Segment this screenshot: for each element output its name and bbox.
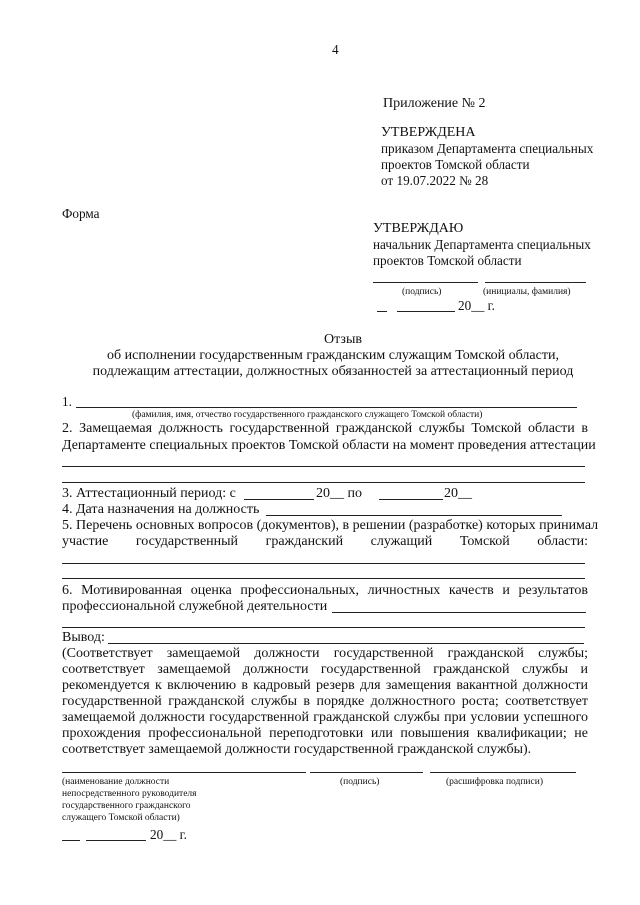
page-number: 4 — [332, 42, 339, 57]
manager-decoding-line[interactable] — [430, 772, 576, 773]
approve-date-year: 20__ г. — [458, 298, 495, 313]
position-field-line2[interactable] — [62, 482, 585, 483]
conclusion-line3: рекомендуется к включению в кадровый резерв для замещения вакантной должности — [62, 678, 588, 693]
conclusion-field[interactable] — [108, 643, 584, 644]
fullname-field[interactable] — [76, 407, 577, 408]
approved-title: УТВЕРЖДЕНА — [381, 125, 476, 140]
item2-line2: Департаменте специальных проектов Томской области на момент проведения аттестации — [62, 438, 596, 453]
item3-end: 20__ — [444, 486, 472, 501]
conclusion-label: Вывод: — [62, 630, 105, 645]
issues-field-line1[interactable] — [62, 563, 585, 564]
item6-line2: профессиональной служебной деятельности — [62, 599, 328, 614]
fullname-caption: (фамилия, имя, отчество государственного гражданского служащего Томской области) — [132, 410, 483, 420]
period-start-field[interactable] — [244, 499, 314, 500]
initials-line[interactable] — [485, 282, 586, 283]
approved-line2: проектов Томской области — [381, 157, 530, 172]
item5-line2: участие государственный гражданский служащий Томской области: — [62, 534, 588, 549]
footer-signature-caption: (подпись) — [340, 777, 380, 787]
signature-caption: (подпись) — [402, 287, 442, 297]
approved-line3: от 19.07.2022 № 28 — [381, 173, 489, 188]
item1-number: 1. — [62, 394, 72, 409]
footer-decoding-caption: (расшифровка подписи) — [446, 777, 543, 787]
position-caption-line1: (наименование должности — [62, 777, 170, 787]
appendix-label: Приложение № 2 — [383, 96, 486, 111]
footer-date-year: 20__ г. — [150, 827, 187, 842]
footer-date-month-line[interactable] — [86, 840, 146, 841]
item2-line1: 2. Замещаемая должность государственной гражданской службы Томской области в — [62, 421, 588, 436]
appointment-date-field[interactable] — [266, 515, 562, 516]
item5-line1: 5. Перечень основных вопросов (документов), в решении (разработке) которых принимал — [62, 518, 599, 533]
conclusion-line7: соответствует замещаемой должности государственной гражданской службы). — [62, 742, 532, 757]
approve-line1: начальник Департамента специальных — [373, 237, 591, 252]
date-month-line[interactable] — [397, 311, 455, 312]
conclusion-line1: (Соответствует замещаемой должности государственной гражданской службы; — [62, 646, 588, 661]
evaluation-field-inline[interactable] — [332, 612, 586, 613]
review-subtitle-line2: подлежащим аттестации, должностных обязанностей за аттестационный период — [92, 364, 574, 379]
review-title: Отзыв — [324, 332, 362, 347]
item6-line1: 6. Мотивированная оценка профессиональных, личностных качеств и результатов — [62, 583, 588, 598]
position-caption-line4: служащего Томской области) — [62, 813, 180, 823]
conclusion-line5: замещаемой должности государственной гражданской службы при условии успешного — [62, 710, 588, 725]
form-label: Форма — [62, 206, 100, 221]
issues-field-line2[interactable] — [62, 578, 585, 579]
position-caption-line2: непосредственного руководителя — [62, 789, 197, 799]
conclusion-line6: прохождения профессиональной переподготовки или повышения квалификации; не — [62, 726, 588, 741]
review-subtitle-line1: об исполнении государственным гражданским служащим Томской области, — [107, 348, 559, 363]
period-end-field[interactable] — [379, 499, 443, 500]
position-caption-line3: государственного гражданского — [62, 801, 191, 811]
initials-caption: (инициалы, фамилия) — [483, 287, 571, 297]
signature-line[interactable] — [373, 282, 478, 283]
manager-position-line[interactable] — [62, 772, 306, 773]
approve-title: УТВЕРЖДАЮ — [373, 221, 464, 236]
date-day-line[interactable] — [377, 311, 387, 312]
item4-label: 4. Дата назначения на должность — [62, 502, 260, 517]
approved-line1: приказом Департамента специальных — [381, 141, 594, 156]
evaluation-field-line2[interactable] — [62, 627, 585, 628]
manager-signature-line[interactable] — [310, 772, 423, 773]
item3-mid: 20__ по — [316, 486, 362, 501]
footer-date-day-line[interactable] — [62, 840, 80, 841]
conclusion-line4: государственной гражданской службы в порядке должностного роста; соответствует — [62, 694, 588, 709]
conclusion-line2: соответствует замещаемой должности государственной гражданской службы и — [62, 662, 588, 677]
item3-label: 3. Аттестационный период: с — [62, 486, 236, 501]
position-field-line1[interactable] — [62, 466, 585, 467]
approve-line2: проектов Томской области — [373, 253, 522, 268]
